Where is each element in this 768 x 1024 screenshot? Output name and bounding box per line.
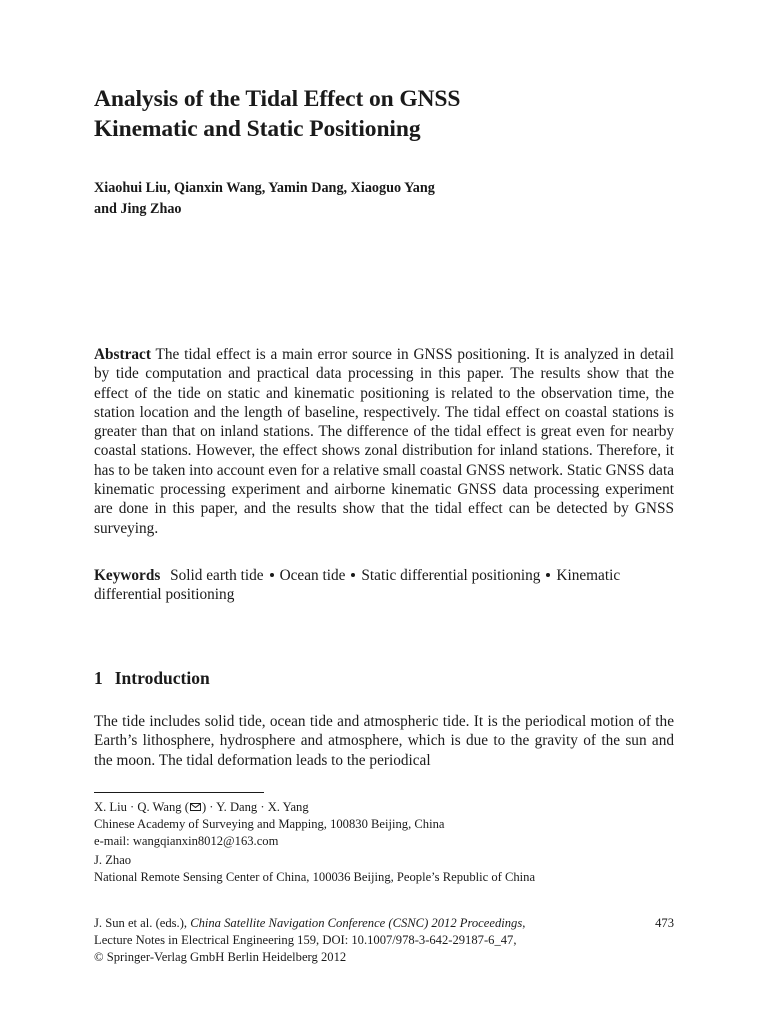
affiliation-authors-suffix: ) · Y. Dang · X. Yang xyxy=(201,800,309,814)
page-number: 473 xyxy=(655,916,674,930)
envelope-icon xyxy=(190,803,201,811)
section-heading xyxy=(94,668,210,689)
affiliation-email: e-mail: wangqianxin8012@163.com xyxy=(94,834,279,848)
abstract-label: Abstract xyxy=(94,346,151,363)
keyword-item: Ocean tide xyxy=(279,567,346,584)
author-line-2: and Jing Zhao xyxy=(94,201,182,217)
abstract-text: The tidal effect is a main error source in GNSS positioning. It is analyzed in detail by tide computation and practical data processing in this paper. The results show that the effect of the tide on static and kinematic positioning is related to the observation time, the station location and the length of baseline, respectively. The tidal effect on coastal stations is greater than that on inland stations. The difference of the tidal effect is great even for nearby coastal stations. However, the effect shows zonal distribution for inland stations. Therefore, it has to be taken into account even for a relative small coastal GNSS network. Static GNSS data kinematic processing experiment and airborne kinematic GNSS data processing experiment are done in this paper, and the results show that the tidal effect can be detected by GNSS surveying. xyxy=(94,346,674,537)
citation-line-2: Lecture Notes in Electrical Engineering 159, DOI: 10.1007/978-3-642-29187-6_47, xyxy=(94,933,517,947)
keyword-separator xyxy=(351,573,355,577)
keyword-item: Solid earth tide xyxy=(170,567,264,584)
affiliation-block-2 xyxy=(94,852,674,886)
title-line-1: Analysis of the Tidal Effect on GNSS xyxy=(94,86,461,112)
keywords xyxy=(94,566,674,605)
affiliation-authors xyxy=(94,799,674,816)
citation-comma: , xyxy=(522,916,526,930)
keyword-item: Static differential positioning xyxy=(361,567,541,584)
keyword-separator xyxy=(270,573,274,577)
section-number: 1 xyxy=(94,668,103,688)
affiliation-authors-prefix: X. Liu · Q. Wang ( xyxy=(94,800,189,814)
introduction-text: The tide includes solid tide, ocean tide and atmospheric tide. It is the periodical motion of the Earth’s lithosphere, hydrosphere and atmosphere, which is due to the gravity of the sun and the moon. The tidal deformation leads to the periodical xyxy=(94,713,674,769)
citation-proceedings: China Satellite Navigation Conference (CSNC) 2012 Proceedings xyxy=(190,916,523,930)
affiliation-institution: Chinese Academy of Surveying and Mapping, 100830 Beijing, China xyxy=(94,817,445,831)
citation-line-1 xyxy=(94,915,674,932)
citation-line-3: © Springer-Verlag GmbH Berlin Heidelberg 2012 xyxy=(94,950,347,964)
author-list xyxy=(94,178,674,220)
citation-block xyxy=(94,915,674,966)
paper-page xyxy=(94,0,674,1024)
citation-editors: J. Sun et al. (eds.), xyxy=(94,916,191,930)
affiliation-author: J. Zhao xyxy=(94,853,132,867)
footnote-divider xyxy=(94,792,264,793)
affiliation-institution: National Remote Sensing Center of China, 100036 Beijing, People’s Republic of China xyxy=(94,870,536,884)
keyword-separator xyxy=(546,573,550,577)
section-title: Introduction xyxy=(114,668,210,688)
abstract xyxy=(94,345,674,538)
affiliation-block-1 xyxy=(94,799,674,850)
paper-title xyxy=(94,84,674,144)
keywords-label: Keywords xyxy=(94,567,161,584)
title-line-2: Kinematic and Static Positioning xyxy=(94,116,421,142)
keyword-item: Kinematic differential positioning xyxy=(94,567,621,604)
author-line-1: Xiaohui Liu, Qianxin Wang, Yamin Dang, Xiaoguo Yang xyxy=(94,180,435,196)
